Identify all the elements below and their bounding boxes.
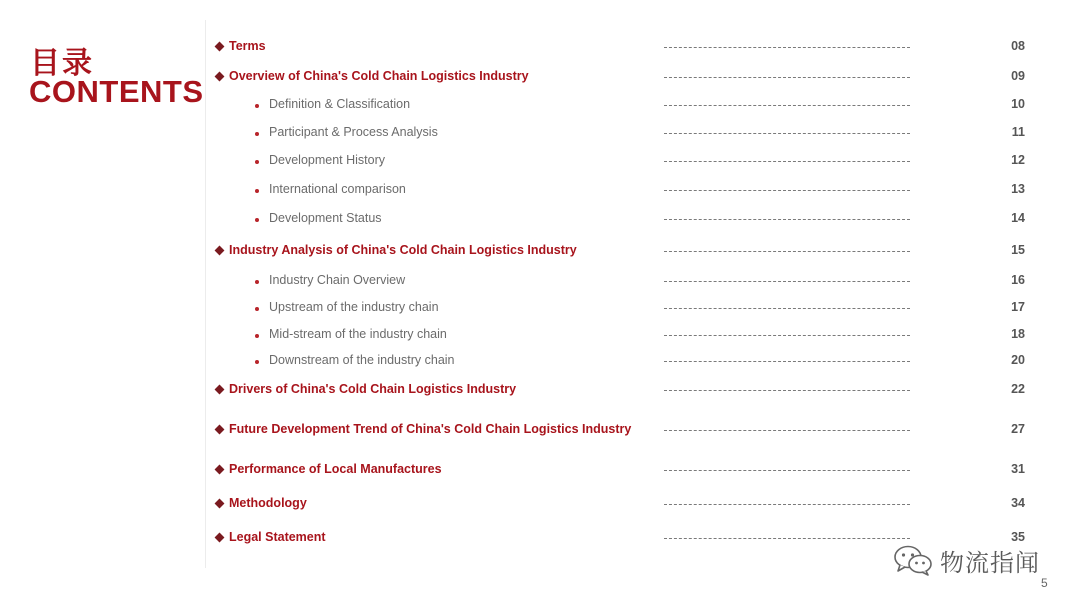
contents-title-en: CONTENTS bbox=[29, 74, 204, 109]
toc-row[interactable] bbox=[0, 211, 1080, 231]
dotted-leader bbox=[664, 335, 910, 336]
toc-subsection-label: Upstream of the industry chain bbox=[269, 300, 439, 314]
diamond-bullet-icon bbox=[215, 465, 225, 475]
toc-subsection-label: Participant & Process Analysis bbox=[269, 125, 438, 139]
diamond-bullet-icon bbox=[215, 42, 225, 52]
dot-bullet-icon bbox=[255, 334, 259, 338]
toc-row[interactable] bbox=[0, 300, 1080, 320]
toc-page-number: 17 bbox=[1011, 300, 1025, 314]
toc-page-number: 10 bbox=[1011, 97, 1025, 111]
toc-page-number: 16 bbox=[1011, 273, 1025, 287]
toc-page-number: 35 bbox=[1011, 530, 1025, 544]
dotted-leader bbox=[664, 190, 910, 191]
toc-subsection-label: International comparison bbox=[269, 182, 406, 196]
toc-section-label: Legal Statement bbox=[229, 530, 326, 544]
dotted-leader bbox=[664, 504, 910, 505]
toc-page-number: 34 bbox=[1011, 496, 1025, 510]
toc-subsection-label: Development History bbox=[269, 153, 386, 167]
toc-subsection-label: Downstream of the industry chain bbox=[269, 353, 455, 367]
dotted-leader bbox=[664, 390, 910, 391]
dot-bullet-icon bbox=[255, 132, 259, 136]
diamond-bullet-icon bbox=[215, 385, 225, 395]
toc-subsection-label: Development Status bbox=[269, 211, 382, 225]
toc-row[interactable] bbox=[0, 69, 1080, 89]
diamond-bullet-icon bbox=[215, 499, 225, 509]
dotted-leader bbox=[664, 77, 910, 78]
toc-row[interactable] bbox=[0, 273, 1080, 293]
diamond-bullet-icon bbox=[215, 533, 225, 543]
toc-row[interactable] bbox=[0, 39, 1080, 59]
toc-section-label: Overview of China's Cold Chain Logistics Industry bbox=[229, 69, 529, 83]
toc-section-label: Drivers of China's Cold Chain Logistics Industry bbox=[229, 382, 517, 396]
dotted-leader bbox=[664, 133, 910, 134]
dot-bullet-icon bbox=[255, 218, 259, 222]
toc-row[interactable] bbox=[0, 182, 1080, 202]
dotted-leader bbox=[664, 308, 910, 309]
toc-page-number: 15 bbox=[1011, 243, 1025, 257]
toc-page-number: 20 bbox=[1011, 353, 1025, 367]
dotted-leader bbox=[664, 161, 910, 162]
diamond-bullet-icon bbox=[215, 72, 225, 82]
wechat-icon bbox=[892, 544, 934, 576]
dotted-leader bbox=[664, 361, 910, 362]
toc-section-label: Performance of Local Manufactures bbox=[229, 462, 442, 476]
toc-row[interactable] bbox=[0, 327, 1080, 347]
toc-row[interactable] bbox=[0, 243, 1080, 263]
toc-page-number: 27 bbox=[1011, 422, 1025, 436]
toc-page-number: 09 bbox=[1011, 69, 1025, 83]
diamond-bullet-icon bbox=[215, 246, 225, 256]
toc-page-number: 08 bbox=[1011, 39, 1025, 53]
toc-section-label: Future Development Trend of China's Cold Chain Logistics Industry bbox=[229, 422, 632, 436]
toc-subsection-label: Industry Chain Overview bbox=[269, 273, 406, 287]
toc-row[interactable] bbox=[0, 422, 1080, 442]
dotted-leader bbox=[664, 538, 910, 539]
toc-row[interactable] bbox=[0, 353, 1080, 373]
toc-row[interactable] bbox=[0, 153, 1080, 173]
toc-subsection-label: Definition & Classification bbox=[269, 97, 411, 111]
toc-page-number: 12 bbox=[1011, 153, 1025, 167]
toc-page-number: 13 bbox=[1011, 182, 1025, 196]
toc-page-number: 31 bbox=[1011, 462, 1025, 476]
watermark-text: 物流指闻 bbox=[940, 548, 1040, 577]
dot-bullet-icon bbox=[255, 307, 259, 311]
dotted-leader bbox=[664, 105, 910, 106]
dotted-leader bbox=[664, 430, 910, 431]
watermark bbox=[892, 543, 1040, 577]
toc-page-number: 18 bbox=[1011, 327, 1025, 341]
dotted-leader bbox=[664, 219, 910, 220]
dot-bullet-icon bbox=[255, 189, 259, 193]
toc-section-label: Industry Analysis of China's Cold Chain Logistics Industry bbox=[229, 243, 577, 257]
dotted-leader bbox=[664, 281, 910, 282]
slide-number: 5 bbox=[1041, 576, 1048, 590]
diamond-bullet-icon bbox=[215, 425, 225, 435]
toc-row[interactable] bbox=[0, 125, 1080, 145]
toc-subsection-label: Mid-stream of the industry chain bbox=[269, 327, 447, 341]
toc-page-number: 11 bbox=[1011, 125, 1025, 139]
dot-bullet-icon bbox=[255, 160, 259, 164]
toc-page-number: 22 bbox=[1011, 382, 1025, 396]
contents-title-cn: 目录 bbox=[30, 46, 94, 81]
dotted-leader bbox=[664, 251, 910, 252]
dotted-leader bbox=[664, 47, 910, 48]
toc-section-label: Methodology bbox=[229, 496, 307, 510]
toc-row[interactable] bbox=[0, 496, 1080, 516]
toc-page-number: 14 bbox=[1011, 211, 1025, 225]
dot-bullet-icon bbox=[255, 104, 259, 108]
toc-row[interactable] bbox=[0, 97, 1080, 117]
toc-row[interactable] bbox=[0, 382, 1080, 402]
toc-section-label: Terms bbox=[229, 39, 266, 53]
dotted-leader bbox=[664, 470, 910, 471]
dot-bullet-icon bbox=[255, 280, 259, 284]
toc-row[interactable] bbox=[0, 462, 1080, 482]
dot-bullet-icon bbox=[255, 360, 259, 364]
